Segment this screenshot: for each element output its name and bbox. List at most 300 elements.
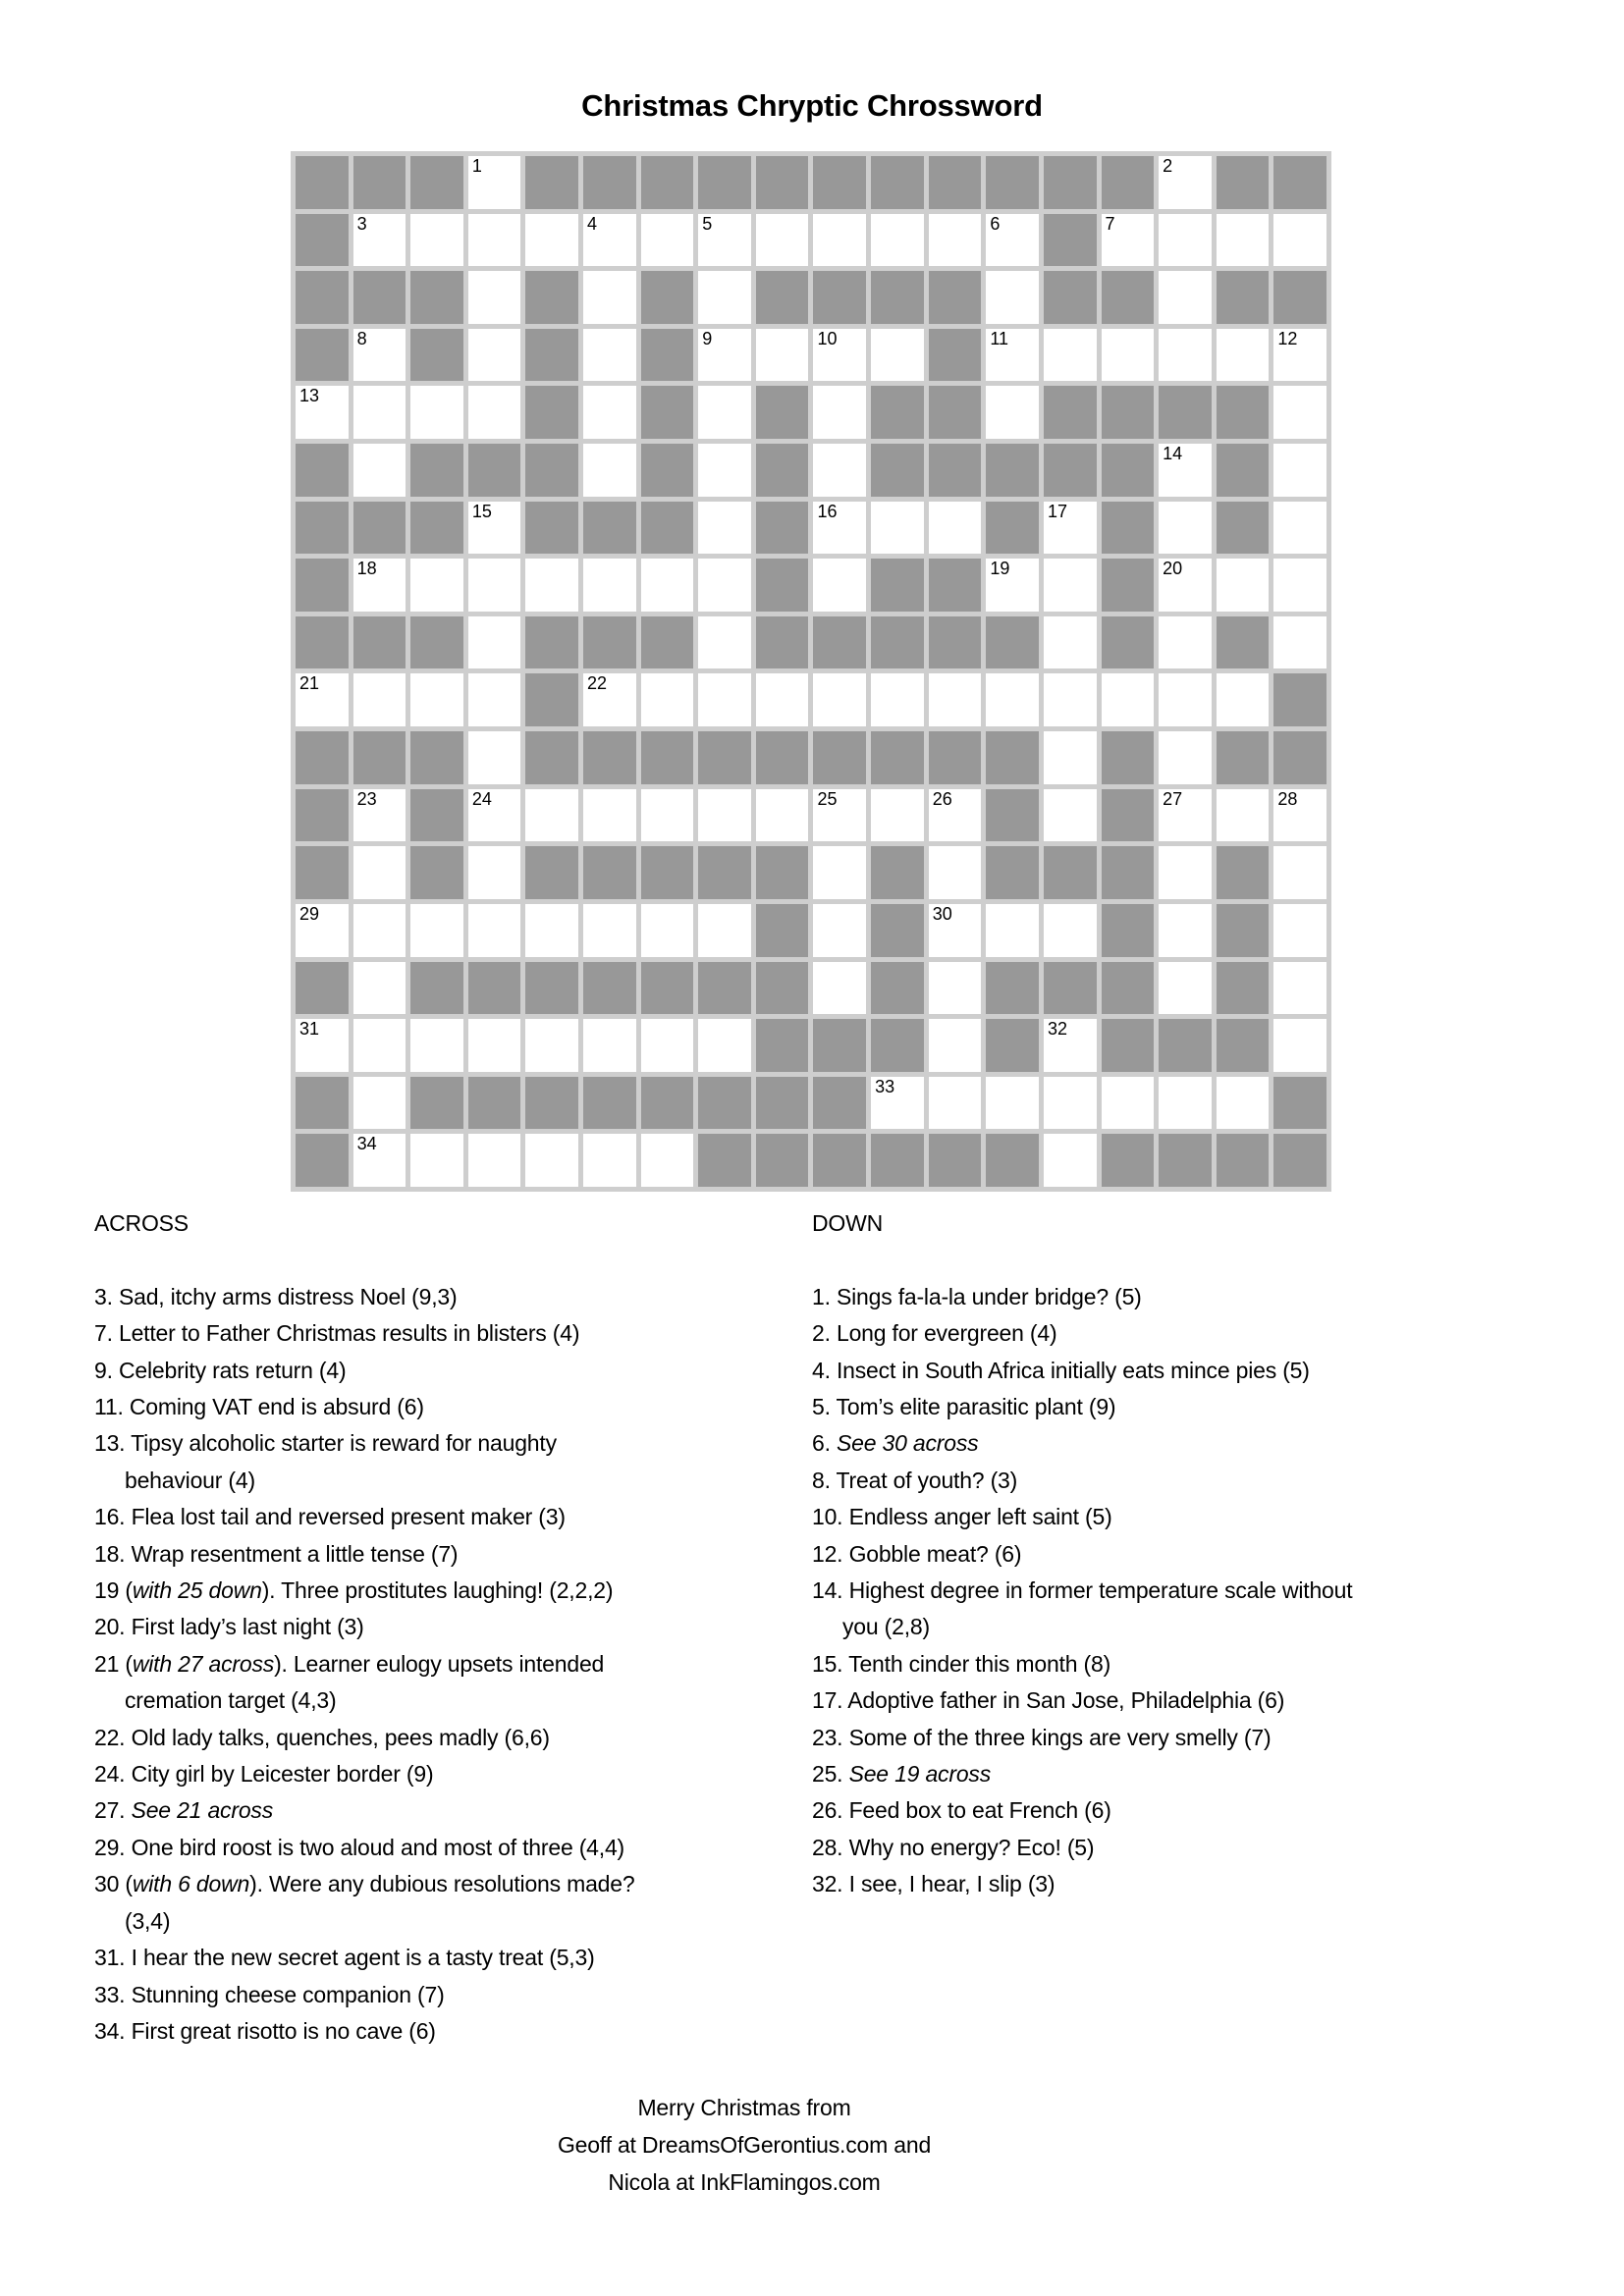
clue-line: 3. Sad, itchy arms distress Noel (9,3) (94, 1283, 458, 1309)
letter-cell (353, 962, 406, 1015)
block-cell (1102, 616, 1155, 669)
block-cell (525, 846, 578, 899)
clue-line: 1. Sings fa-la-la under bridge? (5) (812, 1283, 1142, 1309)
letter-cell (468, 559, 521, 612)
letter-cell (1044, 329, 1097, 382)
letter-cell (1217, 329, 1270, 382)
clue-number: 5 (702, 213, 713, 234)
down-heading: DOWN (812, 1210, 884, 1236)
clue-line: 9. Celebrity rats return (4) (94, 1357, 347, 1383)
letter-cell (1159, 962, 1212, 1015)
block-cell (813, 731, 866, 784)
block-cell (296, 559, 349, 612)
clue-line: 18. Wrap resentment a little tense (7) (94, 1540, 459, 1567)
letter-cell (929, 214, 982, 267)
letter-cell (698, 559, 751, 612)
block-cell (525, 156, 578, 209)
block-cell (1102, 846, 1155, 899)
block-cell (698, 156, 751, 209)
block-cell (1217, 846, 1270, 899)
block-cell (525, 616, 578, 669)
letter-cell (986, 559, 1039, 612)
block-cell (1217, 156, 1270, 209)
block-cell (1102, 789, 1155, 842)
crossword-grid (291, 151, 1331, 1192)
letter-cell (813, 386, 866, 439)
block-cell (583, 962, 636, 1015)
letter-cell (813, 444, 866, 497)
letter-cell (813, 673, 866, 726)
block-cell (986, 502, 1039, 555)
clue-line: 10. Endless anger left saint (5) (812, 1504, 1112, 1530)
block-cell (1102, 1019, 1155, 1072)
clue-line: 32. I see, I hear, I slip (3) (812, 1871, 1056, 1897)
block-cell (468, 444, 521, 497)
block-cell (1159, 386, 1212, 439)
block-cell (410, 1077, 463, 1130)
block-cell (410, 156, 463, 209)
clue-line: 22. Old lady talks, quenches, pees madly (6,6) (94, 1724, 550, 1750)
block-cell (986, 1019, 1039, 1072)
block-cell (641, 846, 694, 899)
letter-cell (813, 214, 866, 267)
clue-number: 20 (1163, 559, 1183, 579)
block-cell (641, 731, 694, 784)
letter-cell (698, 214, 751, 267)
letter-cell (468, 502, 521, 555)
letter-cell (1217, 559, 1270, 612)
block-cell (756, 731, 809, 784)
letter-cell (468, 1134, 521, 1187)
block-cell (296, 1134, 349, 1187)
letter-cell (583, 386, 636, 439)
block-cell (756, 386, 809, 439)
letter-cell (871, 502, 924, 555)
letter-cell (756, 329, 809, 382)
letter-cell (296, 1019, 349, 1072)
letter-cell (1273, 214, 1326, 267)
footer-line: Merry Christmas from (637, 2095, 851, 2120)
block-cell (353, 271, 406, 324)
letter-cell (296, 386, 349, 439)
letter-cell (410, 386, 463, 439)
letter-cell (641, 904, 694, 957)
letter-cell (1273, 502, 1326, 555)
letter-cell (1102, 673, 1155, 726)
block-cell (756, 1077, 809, 1130)
letter-cell (296, 904, 349, 957)
block-cell (929, 616, 982, 669)
letter-cell (583, 904, 636, 957)
block-cell (1102, 502, 1155, 555)
block-cell (986, 616, 1039, 669)
block-cell (1217, 731, 1270, 784)
block-cell (641, 616, 694, 669)
letter-cell (698, 386, 751, 439)
block-cell (1217, 1134, 1270, 1187)
letter-cell (583, 214, 636, 267)
clue-line: 26. Feed box to eat French (6) (812, 1797, 1111, 1824)
block-cell (1217, 444, 1270, 497)
block-cell (1044, 214, 1097, 267)
letter-cell (813, 846, 866, 899)
clue-line: 27. See 21 across (94, 1797, 274, 1824)
clue-line: behaviour (4) (125, 1467, 255, 1493)
letter-cell (353, 789, 406, 842)
block-cell (410, 962, 463, 1015)
letter-cell (410, 1019, 463, 1072)
block-cell (871, 386, 924, 439)
block-cell (756, 444, 809, 497)
letter-cell (929, 673, 982, 726)
block-cell (1217, 386, 1270, 439)
letter-cell (1159, 329, 1212, 382)
clue-line: 24. City girl by Leicester border (9) (94, 1761, 434, 1788)
letter-cell (525, 559, 578, 612)
block-cell (641, 444, 694, 497)
block-cell (756, 502, 809, 555)
letter-cell (756, 214, 809, 267)
block-cell (871, 559, 924, 612)
block-cell (583, 846, 636, 899)
letter-cell (468, 846, 521, 899)
block-cell (1273, 271, 1326, 324)
clue-line: 11. Coming VAT end is absurd (6) (94, 1394, 424, 1420)
clue-number: 34 (356, 1134, 377, 1154)
block-cell (296, 329, 349, 382)
clue-number: 9 (702, 328, 713, 348)
clue-number: 16 (817, 501, 838, 521)
letter-cell (986, 386, 1039, 439)
clue-number: 27 (1163, 788, 1183, 809)
across-clue-list (94, 1279, 634, 2051)
clue-line: you (2,8) (842, 1614, 930, 1640)
letter-cell (1217, 214, 1270, 267)
letter-cell (525, 1019, 578, 1072)
clue-number: 31 (299, 1019, 320, 1040)
clue-line: 12. Gobble meat? (6) (812, 1540, 1022, 1567)
letter-cell (929, 789, 982, 842)
block-cell (525, 329, 578, 382)
block-cell (583, 502, 636, 555)
block-cell (698, 731, 751, 784)
letter-cell (1273, 386, 1326, 439)
block-cell (641, 502, 694, 555)
letter-cell (1159, 271, 1212, 324)
clue-number: 22 (587, 673, 608, 694)
clue-number: 8 (356, 328, 367, 348)
block-cell (756, 1019, 809, 1072)
block-cell (986, 962, 1039, 1015)
letter-cell (871, 673, 924, 726)
across-heading: ACROSS (94, 1210, 189, 1236)
block-cell (929, 271, 982, 324)
letter-cell (468, 904, 521, 957)
letter-cell (1102, 329, 1155, 382)
clue-line: 29. One bird roost is two aloud and most of three (4,4) (94, 1834, 625, 1860)
letter-cell (468, 156, 521, 209)
clue-number: 14 (1163, 444, 1183, 464)
clue-number: 30 (932, 903, 952, 924)
letter-cell (468, 1019, 521, 1072)
letter-cell (641, 1019, 694, 1072)
letter-cell (583, 329, 636, 382)
footer-line: Geoff at DreamsOfGerontius.com and (557, 2132, 932, 2158)
letter-cell (353, 444, 406, 497)
letter-cell (1159, 559, 1212, 612)
letter-cell (468, 731, 521, 784)
letter-cell (353, 214, 406, 267)
clue-number: 7 (1105, 213, 1115, 234)
letter-cell (583, 1134, 636, 1187)
clue-number: 33 (875, 1076, 895, 1096)
clue-line: 13. Tipsy alcoholic starter is reward for naughty (94, 1430, 557, 1457)
block-cell (410, 271, 463, 324)
letter-cell (410, 904, 463, 957)
block-cell (583, 1077, 636, 1130)
letter-cell (871, 329, 924, 382)
clue-line: 23. Some of the three kings are very smelly (7) (812, 1724, 1272, 1750)
clue-number: 1 (471, 156, 482, 176)
letter-cell (353, 329, 406, 382)
block-cell (756, 904, 809, 957)
block-cell (353, 156, 406, 209)
letter-cell (353, 1077, 406, 1130)
letter-cell (1217, 673, 1270, 726)
block-cell (1102, 271, 1155, 324)
letter-cell (698, 673, 751, 726)
letter-cell (698, 271, 751, 324)
block-cell (1044, 156, 1097, 209)
block-cell (871, 731, 924, 784)
block-cell (525, 386, 578, 439)
block-cell (468, 962, 521, 1015)
block-cell (929, 386, 982, 439)
block-cell (698, 846, 751, 899)
block-cell (296, 502, 349, 555)
block-cell (1102, 559, 1155, 612)
footer-message (0, 2089, 1489, 2201)
letter-cell (353, 559, 406, 612)
letter-cell (1273, 846, 1326, 899)
footer-line: Nicola at InkFlamingos.com (608, 2169, 881, 2195)
clue-line: 7. Letter to Father Christmas results in blisters (4) (94, 1320, 580, 1347)
block-cell (986, 789, 1039, 842)
letter-cell (1159, 673, 1212, 726)
clue-number: 23 (356, 788, 377, 809)
block-cell (871, 616, 924, 669)
clue-line: 16. Flea lost tail and reversed present maker (3) (94, 1504, 566, 1530)
letter-cell (929, 1077, 982, 1130)
clue-line: 5. Tom’s elite parasitic plant (9) (812, 1394, 1116, 1420)
block-cell (813, 616, 866, 669)
block-cell (525, 731, 578, 784)
letter-cell (1044, 502, 1097, 555)
clue-line: 31. I hear the new secret agent is a tasty treat (5,3) (94, 1945, 595, 1971)
block-cell (525, 962, 578, 1015)
letter-cell (583, 559, 636, 612)
block-cell (871, 1134, 924, 1187)
letter-cell (756, 673, 809, 726)
block-cell (296, 962, 349, 1015)
block-cell (756, 962, 809, 1015)
clue-number: 26 (932, 788, 952, 809)
block-cell (296, 1077, 349, 1130)
letter-cell (698, 502, 751, 555)
clue-number: 12 (1277, 328, 1298, 348)
block-cell (756, 156, 809, 209)
block-cell (986, 156, 1039, 209)
letter-cell (1159, 444, 1212, 497)
block-cell (525, 502, 578, 555)
block-cell (583, 616, 636, 669)
block-cell (583, 156, 636, 209)
block-cell (756, 616, 809, 669)
clue-line: 30 (with 6 down). Were any dubious resolutions made? (94, 1871, 635, 1897)
clue-number: 15 (471, 501, 492, 521)
block-cell (1217, 1019, 1270, 1072)
block-cell (813, 1077, 866, 1130)
block-cell (1217, 616, 1270, 669)
letter-cell (698, 616, 751, 669)
letter-cell (641, 789, 694, 842)
letter-cell (986, 329, 1039, 382)
letter-cell (468, 271, 521, 324)
letter-cell (525, 789, 578, 842)
letter-cell (813, 962, 866, 1015)
block-cell (756, 1134, 809, 1187)
block-cell (1217, 904, 1270, 957)
block-cell (641, 271, 694, 324)
letter-cell (353, 904, 406, 957)
block-cell (296, 271, 349, 324)
clue-number: 11 (990, 328, 1009, 348)
letter-cell (296, 673, 349, 726)
block-cell (296, 156, 349, 209)
letter-cell (525, 904, 578, 957)
letter-cell (1159, 1077, 1212, 1130)
clue-number: 25 (817, 788, 838, 809)
block-cell (1102, 1134, 1155, 1187)
letter-cell (1159, 846, 1212, 899)
block-cell (296, 214, 349, 267)
block-cell (698, 1134, 751, 1187)
down-clues-section (812, 1205, 1352, 1903)
block-cell (1217, 962, 1270, 1015)
block-cell (1273, 1077, 1326, 1130)
block-cell (410, 731, 463, 784)
letter-cell (871, 789, 924, 842)
block-cell (1159, 1134, 1212, 1187)
letter-cell (1273, 329, 1326, 382)
letter-cell (468, 789, 521, 842)
letter-cell (583, 1019, 636, 1072)
clue-line: 8. Treat of youth? (3) (812, 1467, 1018, 1493)
block-cell (1044, 962, 1097, 1015)
letter-cell (410, 1134, 463, 1187)
letter-cell (986, 673, 1039, 726)
letter-cell (353, 846, 406, 899)
block-cell (871, 846, 924, 899)
letter-cell (986, 904, 1039, 957)
letter-cell (1273, 789, 1326, 842)
clue-number: 29 (299, 903, 320, 924)
block-cell (1102, 156, 1155, 209)
block-cell (1102, 386, 1155, 439)
block-cell (1102, 731, 1155, 784)
clue-line: 6. See 30 across (812, 1430, 979, 1457)
block-cell (296, 444, 349, 497)
letter-cell (813, 904, 866, 957)
block-cell (641, 329, 694, 382)
block-cell (1102, 962, 1155, 1015)
block-cell (986, 731, 1039, 784)
clue-number: 21 (299, 673, 320, 694)
block-cell (1273, 673, 1326, 726)
clue-number: 24 (471, 788, 492, 809)
block-cell (756, 559, 809, 612)
clue-line: 19 (with 25 down). Three prostitutes laughing! (2,2,2) (94, 1577, 614, 1604)
block-cell (1217, 502, 1270, 555)
letter-cell (641, 214, 694, 267)
letter-cell (1159, 789, 1212, 842)
letter-cell (1102, 214, 1155, 267)
letter-cell (1044, 789, 1097, 842)
block-cell (410, 846, 463, 899)
block-cell (525, 444, 578, 497)
block-cell (410, 789, 463, 842)
block-cell (410, 502, 463, 555)
across-clues-section (94, 1205, 634, 2050)
letter-cell (410, 214, 463, 267)
letter-cell (468, 386, 521, 439)
letter-cell (583, 271, 636, 324)
block-cell (929, 329, 982, 382)
spacer (812, 1242, 1352, 1278)
block-cell (698, 962, 751, 1015)
clue-line: cremation target (4,3) (125, 1687, 337, 1714)
letter-cell (929, 502, 982, 555)
block-cell (929, 156, 982, 209)
letter-cell (641, 1134, 694, 1187)
letter-cell (698, 904, 751, 957)
block-cell (929, 1134, 982, 1187)
clue-number: 28 (1277, 788, 1298, 809)
letter-cell (698, 329, 751, 382)
letter-cell (871, 1077, 924, 1130)
clue-number: 18 (356, 559, 377, 579)
block-cell (929, 559, 982, 612)
letter-cell (1273, 444, 1326, 497)
block-cell (871, 271, 924, 324)
letter-cell (1273, 962, 1326, 1015)
clue-number: 10 (817, 328, 838, 348)
block-cell (1044, 386, 1097, 439)
block-cell (296, 789, 349, 842)
letter-cell (468, 673, 521, 726)
block-cell (296, 731, 349, 784)
clue-line: 25. See 19 across (812, 1761, 992, 1788)
block-cell (1273, 731, 1326, 784)
block-cell (1273, 156, 1326, 209)
letter-cell (583, 673, 636, 726)
block-cell (929, 444, 982, 497)
letter-cell (525, 214, 578, 267)
letter-cell (1159, 904, 1212, 957)
letter-cell (1273, 1019, 1326, 1072)
block-cell (756, 846, 809, 899)
block-cell (353, 616, 406, 669)
